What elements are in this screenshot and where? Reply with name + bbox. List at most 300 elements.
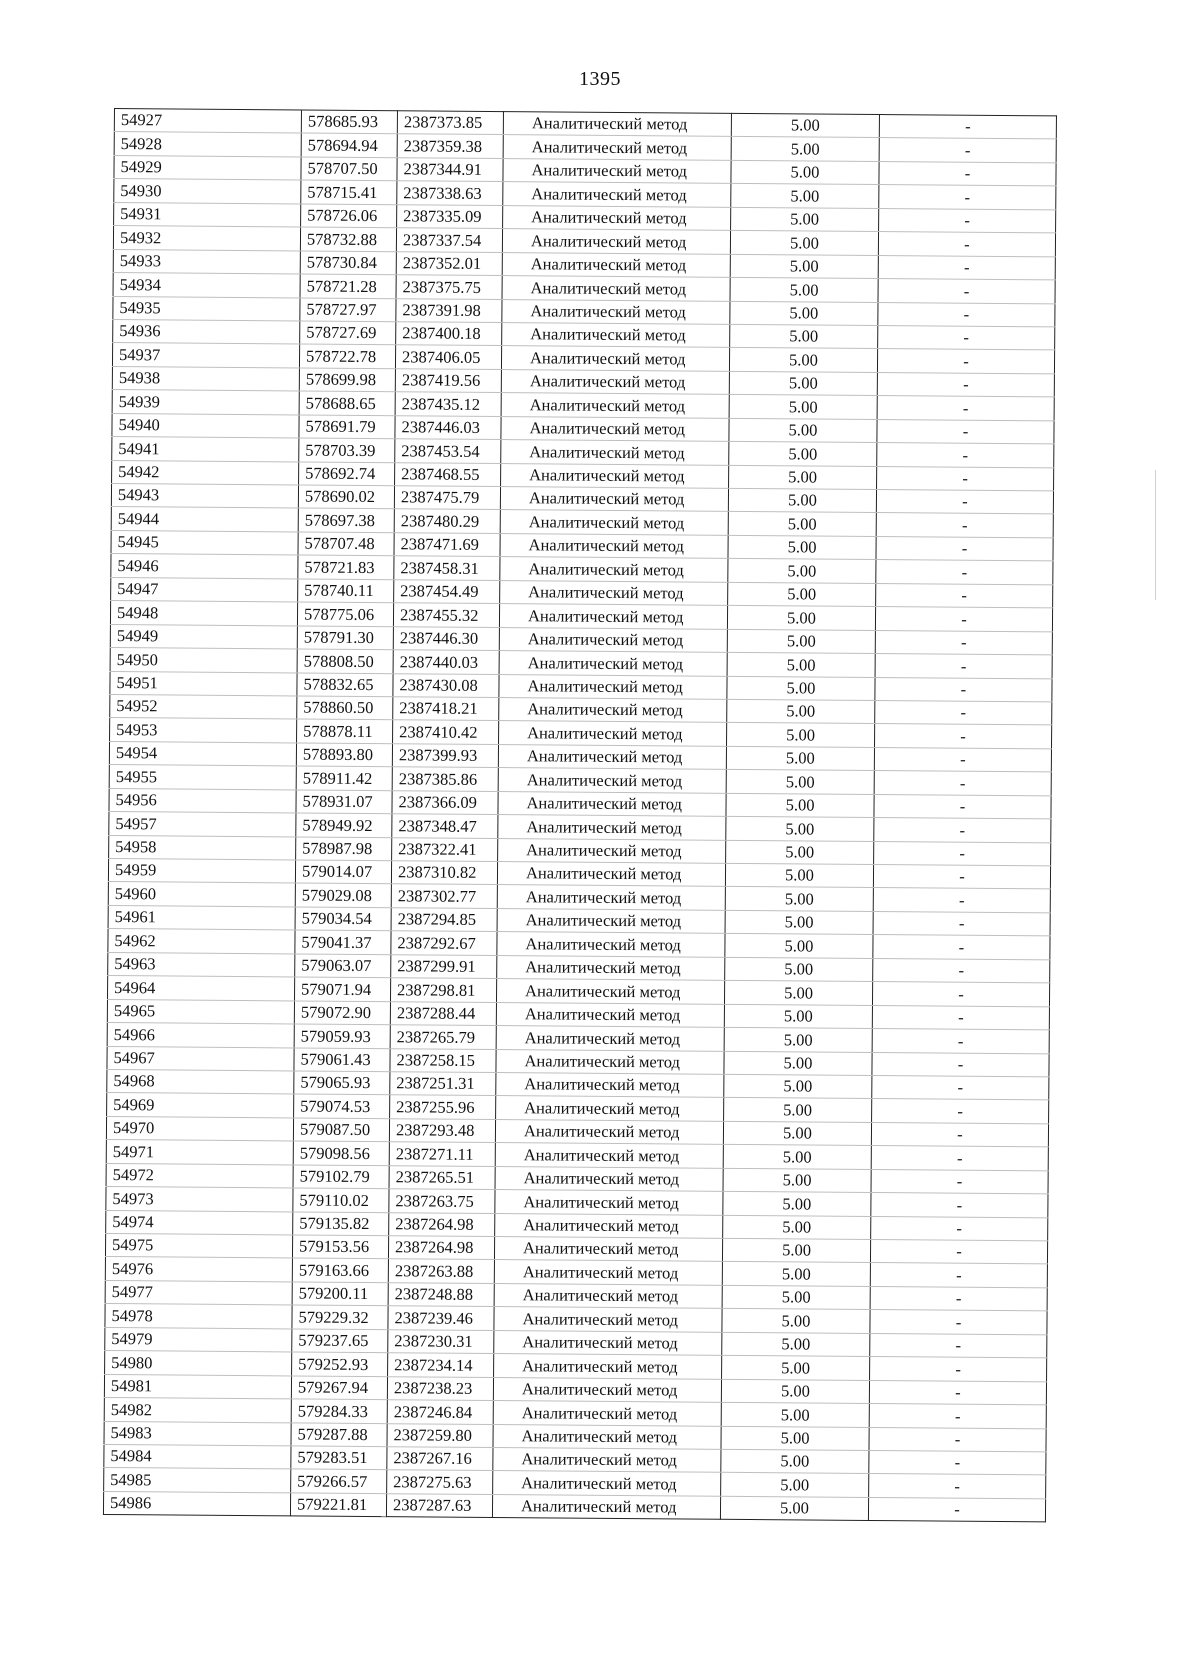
note-cell: - xyxy=(871,1146,1048,1171)
value-cell: 5.00 xyxy=(723,1215,871,1240)
x-coordinate-cell: 579065.93 xyxy=(294,1071,390,1095)
method-cell: Аналитический метод xyxy=(501,463,729,488)
x-coordinate-cell: 579200.11 xyxy=(292,1282,388,1306)
note-cell: - xyxy=(875,724,1052,749)
note-cell: - xyxy=(872,1075,1049,1100)
y-coordinate-cell: 2387418.21 xyxy=(393,697,499,721)
y-coordinate-cell: 2387255.96 xyxy=(390,1095,496,1119)
y-coordinate-cell: 2387337.54 xyxy=(396,228,502,252)
method-cell: Аналитический метод xyxy=(496,979,724,1004)
method-cell: Аналитический метод xyxy=(503,182,731,207)
point-id-cell: 54958 xyxy=(109,835,296,860)
value-cell: 5.00 xyxy=(721,1379,869,1404)
coordinates-table xyxy=(103,108,1057,1523)
value-cell: 5.00 xyxy=(728,512,876,537)
note-cell: - xyxy=(871,1122,1048,1147)
method-cell: Аналитический метод xyxy=(494,1237,722,1262)
x-coordinate-cell: 578732.88 xyxy=(300,227,396,251)
y-coordinate-cell: 2387348.47 xyxy=(392,814,498,838)
method-cell: Аналитический метод xyxy=(499,627,727,652)
note-cell: - xyxy=(876,583,1053,608)
method-cell: Аналитический метод xyxy=(499,674,727,699)
method-cell: Аналитический метод xyxy=(501,416,729,441)
note-cell: - xyxy=(876,490,1053,515)
method-cell: Аналитический метод xyxy=(496,1002,724,1027)
y-coordinate-cell: 2387310.82 xyxy=(391,861,497,885)
method-cell: Аналитический метод xyxy=(500,580,728,605)
x-coordinate-cell: 579153.56 xyxy=(292,1235,388,1259)
point-id-cell: 54961 xyxy=(108,905,295,930)
method-cell: Аналитический метод xyxy=(502,252,730,277)
value-cell: 5.00 xyxy=(722,1355,870,1380)
note-cell: - xyxy=(870,1310,1047,1335)
point-id-cell: 54969 xyxy=(107,1093,294,1118)
y-coordinate-cell: 2387275.63 xyxy=(387,1470,493,1494)
x-coordinate-cell: 579061.43 xyxy=(294,1047,390,1071)
value-cell: 5.00 xyxy=(724,1098,872,1123)
point-id-cell: 54965 xyxy=(107,999,294,1024)
y-coordinate-cell: 2387385.86 xyxy=(392,767,498,791)
y-coordinate-cell: 2387258.15 xyxy=(390,1048,496,1072)
value-cell: 5.00 xyxy=(731,137,879,162)
x-coordinate-cell: 578685.93 xyxy=(301,110,397,134)
y-coordinate-cell: 2387302.77 xyxy=(391,884,497,908)
point-id-cell: 54986 xyxy=(103,1491,290,1516)
value-cell: 5.00 xyxy=(720,1496,868,1521)
y-coordinate-cell: 2387251.31 xyxy=(390,1072,496,1096)
x-coordinate-cell: 579098.56 xyxy=(293,1141,389,1165)
y-coordinate-cell: 2387287.63 xyxy=(386,1493,492,1517)
point-id-cell: 54935 xyxy=(113,296,300,321)
point-id-cell: 54981 xyxy=(104,1374,291,1399)
x-coordinate-cell: 578688.65 xyxy=(299,391,395,415)
note-cell: - xyxy=(879,161,1056,186)
y-coordinate-cell: 2387298.81 xyxy=(390,978,496,1002)
value-cell: 5.00 xyxy=(726,746,874,771)
x-coordinate-cell: 578931.07 xyxy=(296,790,392,814)
point-id-cell: 54928 xyxy=(114,132,301,157)
value-cell: 5.00 xyxy=(726,816,874,841)
method-cell: Аналитический метод xyxy=(495,1213,723,1238)
point-id-cell: 54931 xyxy=(114,202,301,227)
value-cell: 5.00 xyxy=(730,277,878,302)
x-coordinate-cell: 578832.65 xyxy=(297,672,393,696)
note-cell: - xyxy=(869,1380,1046,1405)
value-cell: 5.00 xyxy=(724,981,872,1006)
point-id-cell: 54939 xyxy=(112,390,299,415)
method-cell: Аналитический метод xyxy=(492,1494,720,1519)
note-cell: - xyxy=(874,794,1051,819)
x-coordinate-cell: 579041.37 xyxy=(295,930,391,954)
x-coordinate-cell: 578791.30 xyxy=(297,626,393,650)
point-id-cell: 54952 xyxy=(110,694,297,719)
y-coordinate-cell: 2387293.48 xyxy=(389,1119,495,1143)
value-cell: 5.00 xyxy=(723,1145,871,1170)
x-coordinate-cell: 579252.93 xyxy=(292,1352,388,1376)
x-coordinate-cell: 578775.06 xyxy=(297,602,393,626)
method-cell: Аналитический метод xyxy=(499,721,727,746)
note-cell: - xyxy=(875,677,1052,702)
y-coordinate-cell: 2387288.44 xyxy=(390,1001,496,1025)
note-cell: - xyxy=(877,372,1054,397)
point-id-cell: 54940 xyxy=(112,413,299,438)
method-cell: Аналитический метод xyxy=(502,299,730,324)
y-coordinate-cell: 2387248.88 xyxy=(388,1283,494,1307)
value-cell: 5.00 xyxy=(729,371,877,396)
y-coordinate-cell: 2387410.42 xyxy=(393,720,499,744)
point-id-cell: 54980 xyxy=(105,1351,292,1376)
method-cell: Аналитический метод xyxy=(497,932,725,957)
value-cell: 5.00 xyxy=(725,887,873,912)
note-cell: - xyxy=(868,1497,1045,1522)
point-id-cell: 54927 xyxy=(114,109,301,134)
x-coordinate-cell: 579074.53 xyxy=(294,1094,390,1118)
point-id-cell: 54942 xyxy=(112,460,299,485)
x-coordinate-cell: 579229.32 xyxy=(292,1305,388,1329)
point-id-cell: 54951 xyxy=(110,671,297,696)
point-id-cell: 54933 xyxy=(113,249,300,274)
x-coordinate-cell: 578727.69 xyxy=(300,321,396,345)
x-coordinate-cell: 578987.98 xyxy=(296,837,392,861)
x-coordinate-cell: 579063.07 xyxy=(295,954,391,978)
point-id-cell: 54985 xyxy=(104,1468,291,1493)
value-cell: 5.00 xyxy=(722,1309,870,1334)
method-cell: Аналитический метод xyxy=(502,276,730,301)
x-coordinate-cell: 578893.80 xyxy=(296,743,392,767)
y-coordinate-cell: 2387458.31 xyxy=(394,556,500,580)
point-id-cell: 54938 xyxy=(112,366,299,391)
note-cell: - xyxy=(879,185,1056,210)
x-coordinate-cell: 578730.84 xyxy=(300,251,396,275)
x-coordinate-cell: 579059.93 xyxy=(294,1024,390,1048)
method-cell: Аналитический метод xyxy=(502,322,730,347)
method-cell: Аналитический метод xyxy=(494,1307,722,1332)
y-coordinate-cell: 2387292.67 xyxy=(391,931,497,955)
note-cell: - xyxy=(879,208,1056,233)
value-cell: 5.00 xyxy=(727,629,875,654)
point-id-cell: 54982 xyxy=(104,1398,291,1423)
x-coordinate-cell: 578703.39 xyxy=(299,438,395,462)
point-id-cell: 54972 xyxy=(106,1163,293,1188)
method-cell: Аналитический метод xyxy=(498,768,726,793)
value-cell: 5.00 xyxy=(724,1027,872,1052)
note-cell: - xyxy=(878,255,1055,280)
method-cell: Аналитический метод xyxy=(495,1143,723,1168)
value-cell: 5.00 xyxy=(724,1004,872,1029)
y-coordinate-cell: 2387440.03 xyxy=(393,650,499,674)
x-coordinate-cell: 579135.82 xyxy=(293,1212,389,1236)
note-cell: - xyxy=(878,302,1055,327)
note-cell: - xyxy=(879,115,1056,140)
value-cell: 5.00 xyxy=(721,1473,869,1498)
point-id-cell: 54975 xyxy=(105,1233,292,1258)
value-cell: 5.00 xyxy=(723,1168,871,1193)
value-cell: 5.00 xyxy=(731,207,879,232)
point-id-cell: 54976 xyxy=(105,1257,292,1282)
value-cell: 5.00 xyxy=(722,1238,870,1263)
note-cell: - xyxy=(874,818,1051,843)
method-cell: Аналитический метод xyxy=(496,1049,724,1074)
y-coordinate-cell: 2387264.98 xyxy=(389,1212,495,1236)
value-cell: 5.00 xyxy=(726,793,874,818)
point-id-cell: 54947 xyxy=(111,577,298,602)
x-coordinate-cell: 578707.50 xyxy=(301,157,397,181)
x-coordinate-cell: 579034.54 xyxy=(295,907,391,931)
value-cell: 5.00 xyxy=(723,1121,871,1146)
scan-artifact-line xyxy=(1155,470,1156,600)
x-coordinate-cell: 578715.41 xyxy=(301,180,397,204)
value-cell: 5.00 xyxy=(721,1426,869,1451)
value-cell: 5.00 xyxy=(727,652,875,677)
value-cell: 5.00 xyxy=(728,582,876,607)
note-cell: - xyxy=(869,1450,1046,1475)
method-cell: Аналитический метод xyxy=(495,1190,723,1215)
method-cell: Аналитический метод xyxy=(497,908,725,933)
method-cell: Аналитический метод xyxy=(498,838,726,863)
method-cell: Аналитический метод xyxy=(500,557,728,582)
value-cell: 5.00 xyxy=(729,441,877,466)
y-coordinate-cell: 2387399.93 xyxy=(392,744,498,768)
method-cell: Аналитический метод xyxy=(496,1072,724,1097)
point-id-cell: 54948 xyxy=(110,601,297,626)
y-coordinate-cell: 2387455.32 xyxy=(393,603,499,627)
note-cell: - xyxy=(872,1052,1049,1077)
value-cell: 5.00 xyxy=(727,676,875,701)
point-id-cell: 54929 xyxy=(114,155,301,180)
point-id-cell: 54974 xyxy=(106,1210,293,1235)
y-coordinate-cell: 2387375.75 xyxy=(396,275,502,299)
value-cell: 5.00 xyxy=(725,934,873,959)
value-cell: 5.00 xyxy=(722,1285,870,1310)
x-coordinate-cell: 579014.07 xyxy=(295,860,391,884)
point-id-cell: 54955 xyxy=(109,765,296,790)
note-cell: - xyxy=(869,1404,1046,1429)
note-cell: - xyxy=(872,1029,1049,1054)
y-coordinate-cell: 2387322.41 xyxy=(392,837,498,861)
x-coordinate-cell: 579267.94 xyxy=(291,1376,387,1400)
note-cell: - xyxy=(878,232,1055,257)
x-coordinate-cell: 579283.51 xyxy=(291,1446,387,1470)
page-number: 1395 xyxy=(579,68,621,90)
method-cell: Аналитический метод xyxy=(501,346,729,371)
note-cell: - xyxy=(872,1005,1049,1030)
x-coordinate-cell: 578721.28 xyxy=(300,274,396,298)
point-id-cell: 54945 xyxy=(111,530,298,555)
y-coordinate-cell: 2387430.08 xyxy=(393,673,499,697)
point-id-cell: 54937 xyxy=(112,343,299,368)
x-coordinate-cell: 579102.79 xyxy=(293,1165,389,1189)
note-cell: - xyxy=(870,1263,1047,1288)
note-cell: - xyxy=(875,630,1052,655)
note-cell: - xyxy=(873,935,1050,960)
note-cell: - xyxy=(869,1474,1046,1499)
method-cell: Аналитический метод xyxy=(501,369,729,394)
x-coordinate-cell: 578740.11 xyxy=(298,579,394,603)
y-coordinate-cell: 2387406.05 xyxy=(395,345,501,369)
x-coordinate-cell: 578727.97 xyxy=(300,297,396,321)
value-cell: 5.00 xyxy=(725,863,873,888)
x-coordinate-cell: 579163.66 xyxy=(292,1258,388,1282)
y-coordinate-cell: 2387446.03 xyxy=(395,415,501,439)
y-coordinate-cell: 2387259.80 xyxy=(387,1423,493,1447)
method-cell: Аналитический метод xyxy=(499,604,727,629)
x-coordinate-cell: 578722.78 xyxy=(299,344,395,368)
method-cell: Аналитический метод xyxy=(503,205,731,230)
x-coordinate-cell: 578707.48 xyxy=(298,532,394,556)
method-cell: Аналитический метод xyxy=(494,1354,722,1379)
method-cell: Аналитический метод xyxy=(498,791,726,816)
method-cell: Аналитический метод xyxy=(498,815,726,840)
value-cell: 5.00 xyxy=(722,1262,870,1287)
method-cell: Аналитический метод xyxy=(501,393,729,418)
note-cell: - xyxy=(871,1216,1048,1241)
x-coordinate-cell: 578726.06 xyxy=(301,204,397,228)
note-cell: - xyxy=(876,536,1053,561)
y-coordinate-cell: 2387299.91 xyxy=(391,954,497,978)
y-coordinate-cell: 2387230.31 xyxy=(388,1329,494,1353)
x-coordinate-cell: 579029.08 xyxy=(295,883,391,907)
value-cell: 5.00 xyxy=(728,488,876,513)
value-cell: 5.00 xyxy=(728,559,876,584)
x-coordinate-cell: 579071.94 xyxy=(294,977,390,1001)
note-cell: - xyxy=(875,607,1052,632)
y-coordinate-cell: 2387352.01 xyxy=(396,251,502,275)
x-coordinate-cell: 578860.50 xyxy=(297,696,393,720)
point-id-cell: 54932 xyxy=(113,226,300,251)
method-cell: Аналитический метод xyxy=(502,229,730,254)
note-cell: - xyxy=(872,1099,1049,1124)
note-cell: - xyxy=(877,443,1054,468)
point-id-cell: 54960 xyxy=(108,882,295,907)
x-coordinate-cell: 578878.11 xyxy=(297,719,393,743)
value-cell: 5.00 xyxy=(729,418,877,443)
method-cell: Аналитический метод xyxy=(500,533,728,558)
y-coordinate-cell: 2387366.09 xyxy=(392,790,498,814)
point-id-cell: 54979 xyxy=(105,1327,292,1352)
note-cell: - xyxy=(871,1193,1048,1218)
y-coordinate-cell: 2387391.98 xyxy=(396,298,502,322)
note-cell: - xyxy=(875,654,1052,679)
value-cell: 5.00 xyxy=(731,160,879,185)
y-coordinate-cell: 2387265.79 xyxy=(390,1025,496,1049)
y-coordinate-cell: 2387453.54 xyxy=(395,439,501,463)
point-id-cell: 54973 xyxy=(106,1187,293,1212)
value-cell: 5.00 xyxy=(729,465,877,490)
point-id-cell: 54943 xyxy=(111,483,298,508)
value-cell: 5.00 xyxy=(726,770,874,795)
y-coordinate-cell: 2387468.55 xyxy=(395,462,501,486)
x-coordinate-cell: 578697.38 xyxy=(298,508,394,532)
point-id-cell: 54954 xyxy=(109,741,296,766)
point-id-cell: 54970 xyxy=(106,1116,293,1141)
y-coordinate-cell: 2387454.49 xyxy=(394,579,500,603)
point-id-cell: 54959 xyxy=(108,858,295,883)
y-coordinate-cell: 2387471.69 xyxy=(394,533,500,557)
x-coordinate-cell: 579266.57 xyxy=(291,1469,387,1493)
x-coordinate-cell: 578721.83 xyxy=(298,555,394,579)
value-cell: 5.00 xyxy=(730,301,878,326)
y-coordinate-cell: 2387435.12 xyxy=(395,392,501,416)
value-cell: 5.00 xyxy=(721,1402,869,1427)
x-coordinate-cell: 579237.65 xyxy=(292,1329,388,1353)
note-cell: - xyxy=(874,841,1051,866)
note-cell: - xyxy=(870,1239,1047,1264)
x-coordinate-cell: 578692.74 xyxy=(299,462,395,486)
point-id-cell: 54978 xyxy=(105,1304,292,1329)
method-cell: Аналитический метод xyxy=(493,1401,721,1426)
point-id-cell: 54956 xyxy=(109,788,296,813)
value-cell: 5.00 xyxy=(724,1051,872,1076)
note-cell: - xyxy=(872,982,1049,1007)
method-cell: Аналитический метод xyxy=(503,112,731,137)
value-cell: 5.00 xyxy=(731,113,879,138)
method-cell: Аналитический метод xyxy=(499,697,727,722)
value-cell: 5.00 xyxy=(722,1332,870,1357)
method-cell: Аналитический метод xyxy=(494,1283,722,1308)
point-id-cell: 54967 xyxy=(107,1046,294,1071)
x-coordinate-cell: 579221.81 xyxy=(290,1493,386,1517)
method-cell: Аналитический метод xyxy=(493,1471,721,1496)
note-cell: - xyxy=(875,700,1052,725)
y-coordinate-cell: 2387265.51 xyxy=(389,1165,495,1189)
x-coordinate-cell: 579287.88 xyxy=(291,1422,387,1446)
note-cell: - xyxy=(873,888,1050,913)
note-cell: - xyxy=(874,771,1051,796)
point-id-cell: 54953 xyxy=(110,718,297,743)
y-coordinate-cell: 2387419.56 xyxy=(395,369,501,393)
y-coordinate-cell: 2387338.63 xyxy=(397,181,503,205)
note-cell: - xyxy=(877,419,1054,444)
y-coordinate-cell: 2387475.79 xyxy=(394,486,500,510)
value-cell: 5.00 xyxy=(724,1074,872,1099)
point-id-cell: 54968 xyxy=(107,1069,294,1094)
y-coordinate-cell: 2387263.88 xyxy=(388,1259,494,1283)
value-cell: 5.00 xyxy=(728,535,876,560)
point-id-cell: 54971 xyxy=(106,1140,293,1165)
method-cell: Аналитический метод xyxy=(496,1026,724,1051)
value-cell: 5.00 xyxy=(727,699,875,724)
value-cell: 5.00 xyxy=(730,254,878,279)
method-cell: Аналитический метод xyxy=(497,955,725,980)
x-coordinate-cell: 579087.50 xyxy=(293,1118,389,1142)
value-cell: 5.00 xyxy=(723,1191,871,1216)
x-coordinate-cell: 578694.94 xyxy=(301,133,397,157)
x-coordinate-cell: 579284.33 xyxy=(291,1399,387,1423)
y-coordinate-cell: 2387246.84 xyxy=(387,1400,493,1424)
note-cell: - xyxy=(870,1286,1047,1311)
point-id-cell: 54962 xyxy=(108,929,295,954)
method-cell: Аналитический метод xyxy=(494,1260,722,1285)
y-coordinate-cell: 2387335.09 xyxy=(397,204,503,228)
note-cell: - xyxy=(877,466,1054,491)
point-id-cell: 54946 xyxy=(111,554,298,579)
method-cell: Аналитический метод xyxy=(503,135,731,160)
note-cell: - xyxy=(873,911,1050,936)
note-cell: - xyxy=(878,279,1055,304)
value-cell: 5.00 xyxy=(725,957,873,982)
value-cell: 5.00 xyxy=(729,395,877,420)
point-id-cell: 54936 xyxy=(113,319,300,344)
method-cell: Аналитический метод xyxy=(494,1330,722,1355)
x-coordinate-cell: 578949.92 xyxy=(296,813,392,837)
method-cell: Аналитический метод xyxy=(497,862,725,887)
method-cell: Аналитический метод xyxy=(503,158,731,183)
y-coordinate-cell: 2387238.23 xyxy=(387,1376,493,1400)
y-coordinate-cell: 2387400.18 xyxy=(396,322,502,346)
x-coordinate-cell: 579110.02 xyxy=(293,1188,389,1212)
y-coordinate-cell: 2387239.46 xyxy=(388,1306,494,1330)
point-id-cell: 54957 xyxy=(109,812,296,837)
